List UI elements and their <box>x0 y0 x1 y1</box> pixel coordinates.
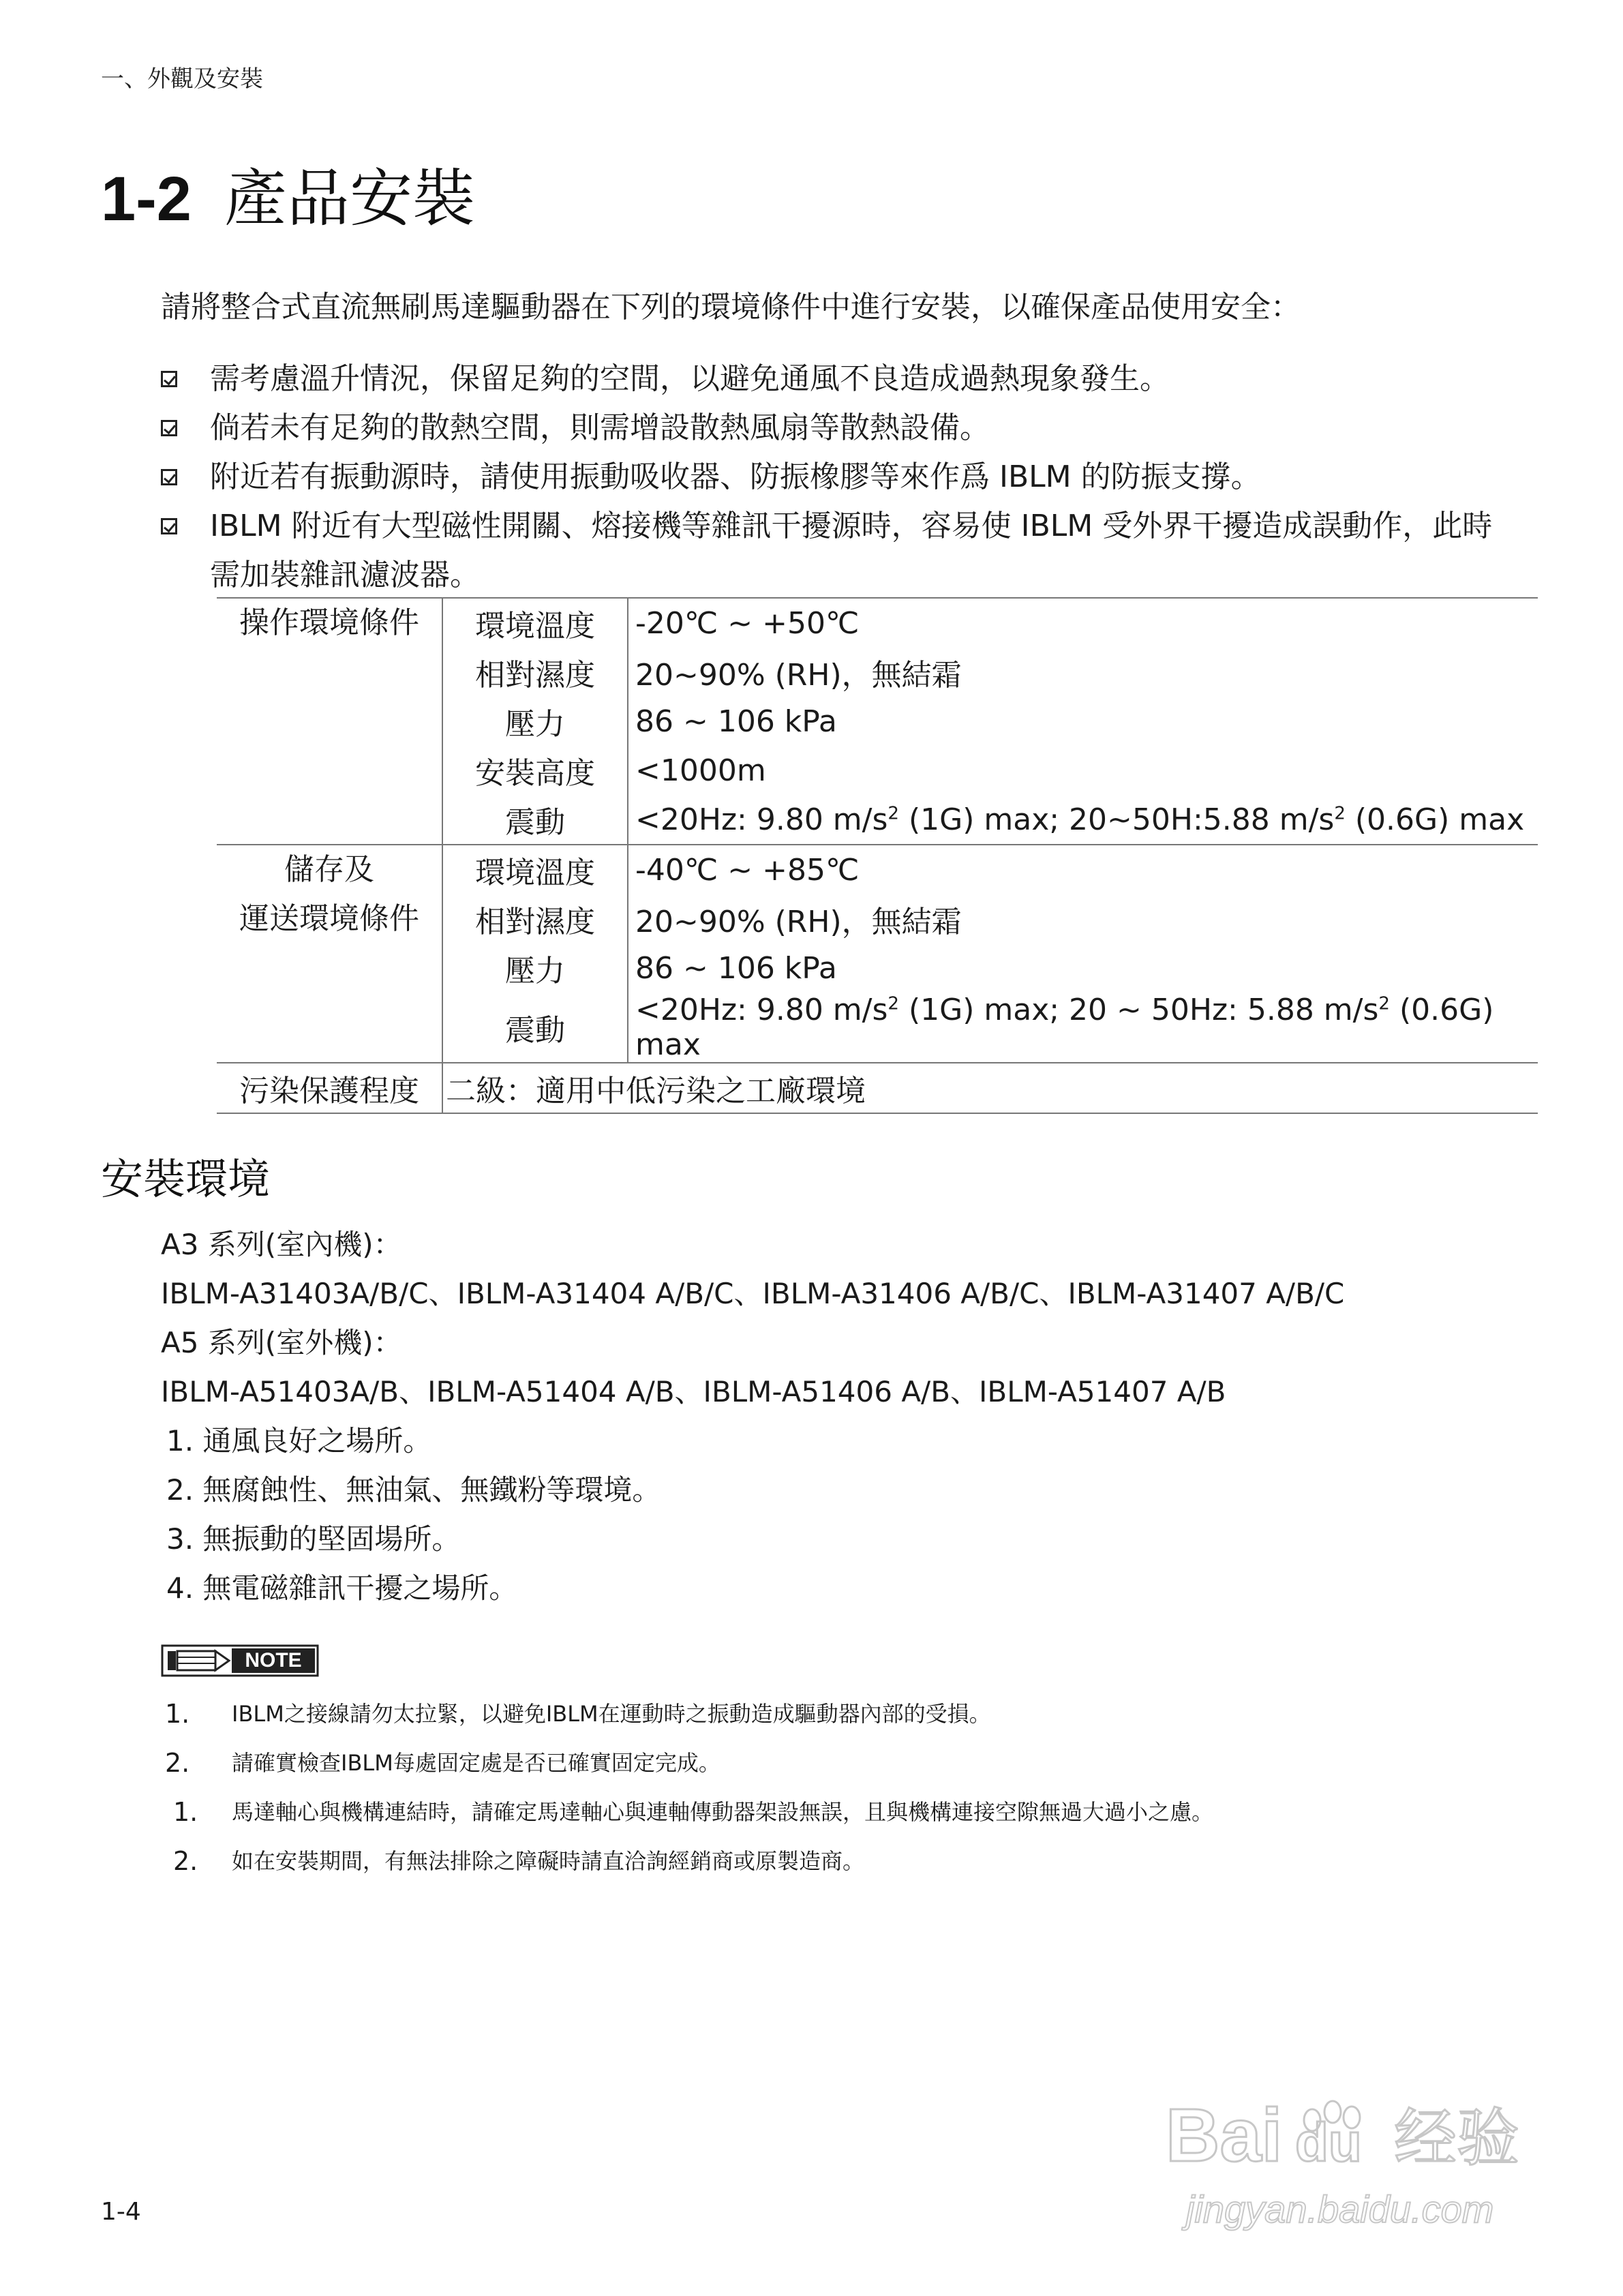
table-cell: 86 ~ 106 kPa <box>635 704 837 739</box>
watermark-brand-du: du <box>1295 2112 1362 2173</box>
table-row <box>217 598 1538 648</box>
table-row <box>217 1063 1538 1113</box>
table-cell: -20℃ ~ +50℃ <box>628 598 1538 648</box>
checklist-item: 需考慮溫升情況，保留足夠的空間，以避免通風不良造成過熱現象發生。 <box>161 354 1492 404</box>
table-cell: 震動 <box>442 795 628 845</box>
watermark-brand: Bai <box>1166 2094 1283 2177</box>
intro-paragraph: 請將整合式直流無刷馬達驅動器在下列的環境條件中進行安裝，以確保產品使用安全： <box>161 290 1301 324</box>
note-badge <box>161 1643 319 1678</box>
page-title <box>101 149 475 239</box>
page-number: 1-4 <box>101 2198 141 2226</box>
storage-conditions-label: 儲存及 運送環境條件 <box>217 845 442 1063</box>
checklist-item: IBLM 附近有大型磁性開關、熔接機等雜訊干擾源時，容易使 IBLM 受外界干擾造成誤動作，此時 <box>161 502 1492 551</box>
table-cell: 相對濕度 <box>442 894 628 943</box>
table-row <box>217 845 1538 894</box>
table-cell: 震動 <box>442 993 628 1063</box>
table-cell: <20Hz: 9.80 $m/s^2$ (1G) max; 20 ~ 50Hz: 5.88 $m/s^2$ (0.6G) max <box>635 993 1494 1062</box>
watermark-jingyan: 经验 <box>1394 2102 1520 2175</box>
table-cell: 安裝高度 <box>442 746 628 795</box>
environment-table <box>217 597 1538 1114</box>
table-cell: <1000m <box>635 753 766 788</box>
chapter-header: 一、外觀及安裝 <box>101 65 263 93</box>
list-item: 2. 無腐蝕性、無油氣、無鐵粉等環境。 <box>166 1473 661 1507</box>
checklist-item: 倘若未有足夠的散熱空間，則需增設散熱風扇等散熱設備。 <box>161 404 1492 453</box>
checklist-item: 附近若有振動源時，請使用振動吸收器、防振橡膠等來作爲 IBLM 的防振支撐。 <box>161 453 1492 502</box>
list-item: 4. 無電磁雜訊干擾之場所。 <box>166 1571 518 1605</box>
a5-series-label: A5 系列(室外機)： <box>161 1326 402 1359</box>
baidu-watermark <box>1159 2079 1554 2250</box>
note-item: 1. 馬達軸心與機構連結時，請確定馬達軸心與連軸傳動器架設無誤，且與機構連接空隙無過大過小之慮。 <box>173 1797 1214 1827</box>
table-cell: 相對濕度 <box>442 648 628 697</box>
pollution-label: 污染保護程度 <box>217 1063 442 1113</box>
a3-model-numbers: IBLM-A31403A/B/C、IBLM-A31404 A/B/C、IBLM-A31406 A/B/C、IBLM-A31407 A/B/C <box>161 1277 1345 1310</box>
operating-conditions-label: 操作環境條件 <box>217 598 442 845</box>
install-environment-title: 安裝環境 <box>101 1154 271 1204</box>
pencil-icon <box>168 1651 229 1670</box>
note-item: 2. 請確實檢查IBLM每處固定處是否已確實固定完成。 <box>165 1748 721 1778</box>
note-item: 1. IBLM之接線請勿太拉緊，以避免IBLM在運動時之振動造成驅動器內部的受損。 <box>165 1699 991 1729</box>
section-title-text: 產品安裝 <box>224 162 475 235</box>
table-cell: 20~90% (RH)，無結霜 <box>635 658 962 693</box>
note-list <box>161 1689 1213 1886</box>
a3-series-label: A3 系列(室內機)： <box>161 1228 402 1261</box>
model-list <box>161 1220 1344 1613</box>
table-cell: 環境溫度 <box>442 845 628 894</box>
list-item: 1. 通風良好之場所。 <box>166 1424 432 1457</box>
note-badge-label: NOTE <box>245 1649 302 1672</box>
table-cell: 二級：適用中低污染之工廠環境 <box>442 1063 1538 1113</box>
table-cell: 壓力 <box>442 697 628 746</box>
table-cell: 環境溫度 <box>442 598 628 648</box>
checkbox-icon <box>161 518 177 534</box>
checkbox-icon <box>161 371 177 387</box>
checkbox-icon <box>161 420 177 436</box>
table-cell: 86 ~ 106 kPa <box>635 950 837 986</box>
checklist <box>161 354 1492 600</box>
note-item: 2. 如在安裝期間，有無法排除之障礙時請直洽詢經銷商或原製造商。 <box>173 1846 865 1876</box>
section-number: 1-2 <box>101 164 192 234</box>
table-cell: 壓力 <box>442 943 628 993</box>
list-item: 3. 無振動的堅固場所。 <box>166 1522 461 1556</box>
table-cell: 20~90% (RH)，無結霜 <box>635 905 962 939</box>
table-cell: -40℃ ~ +85℃ <box>628 845 1538 894</box>
watermark-url: jingyan.baidu.com <box>1186 2188 1494 2231</box>
table-cell: <20Hz: 9.80 $m/s^2$ (1G) max; 20~50H:5.88 $m/s^2$ (0.6G) max <box>635 802 1525 837</box>
a5-model-numbers: IBLM-A51403A/B、IBLM-A51404 A/B、IBLM-A51406 A/B、IBLM-A51407 A/B <box>161 1375 1226 1408</box>
checkbox-icon <box>161 469 177 485</box>
checklist-item-continuation: 需加裝雜訊濾波器。 <box>210 558 480 592</box>
